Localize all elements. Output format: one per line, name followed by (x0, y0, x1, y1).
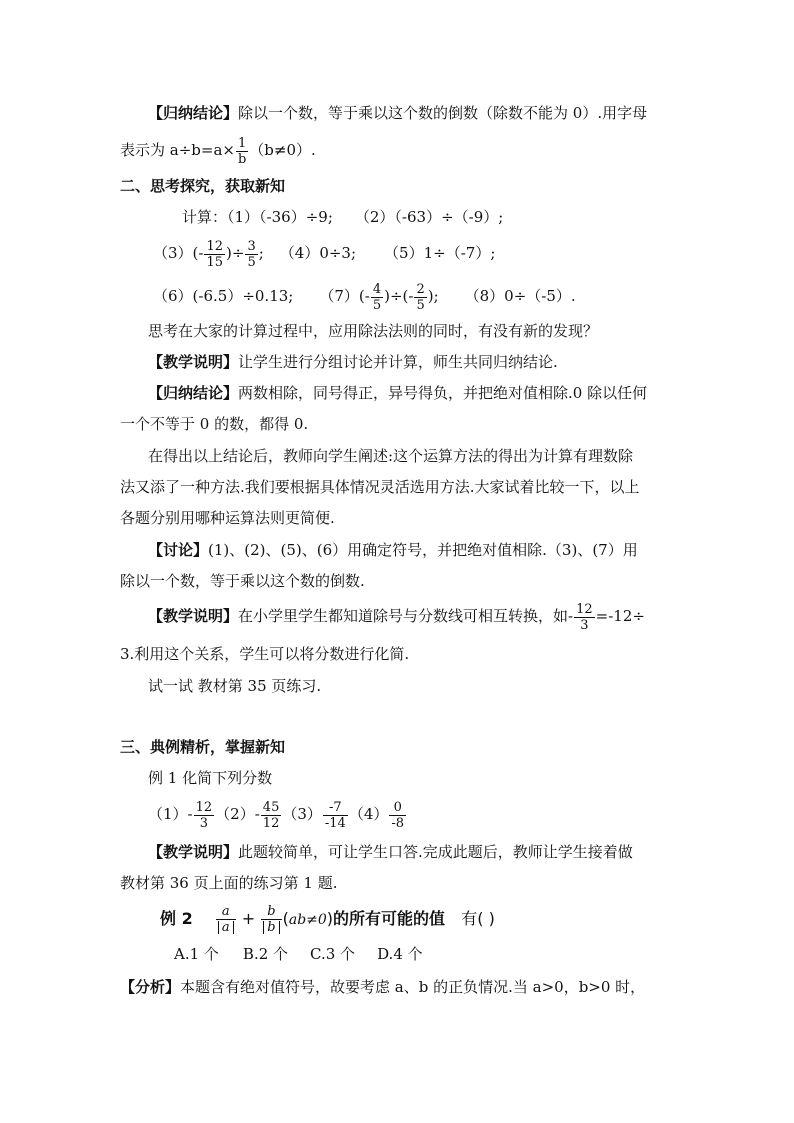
think-question: 思考在大家的计算过程中，应用除法法则的同时，有没有新的发现？ (148, 322, 599, 340)
ex2-plus: + (241, 909, 256, 928)
example-1-fractions (148, 796, 407, 832)
option-c: C.3 个 (310, 945, 356, 963)
conclusion-paragraph-2-line2: 一个不等于 0 的数，都得 0. (120, 415, 309, 433)
option-a: A.1 个 (174, 945, 219, 963)
conclusion-tag: 【归纳结论】 (148, 104, 239, 122)
section-2-heading: 二、思考探究，获取新知 (120, 177, 286, 195)
formula-prefix: 表示为 a÷b=a× (120, 141, 235, 159)
ex1-fraction-d: $\frac{0}{-8}$ (391, 799, 405, 831)
conclusion-paragraph-1 (148, 103, 647, 123)
teaching-note-tag: 【教学说明】 (148, 353, 239, 371)
discussion-paragraph (148, 540, 638, 560)
calc-item-1: （1）（-36）÷9; (227, 208, 333, 226)
ex1-fraction-a: $\frac{12}{3}$ (195, 799, 213, 831)
ex2-condition: ab≠0 (288, 912, 327, 928)
ex1-label-b: （2）- (215, 805, 260, 823)
option-b: B.2 个 (242, 945, 289, 963)
analysis-paragraph (120, 977, 645, 997)
formula-suffix: （b≠0）. (249, 141, 316, 159)
conclusion-formula-line (120, 134, 316, 167)
discussion-line-2: 除以一个数，等于乘以这个数的倒数. (120, 572, 365, 590)
calc-item-2: （2）（-63）÷（-9）; (354, 208, 504, 226)
calc-item-4: （4）0÷3; (279, 244, 357, 262)
calc-item-7: （7）(- $\frac{4}{5}$ )÷(- $\frac{2}{5}$ ); (319, 281, 439, 313)
teaching-note-text: 让学生进行分组讨论并计算，师生共同归纳结论. (238, 353, 558, 371)
conclusion-tag: 【归纳结论】 (148, 384, 239, 402)
fraction-denominator: b (237, 151, 247, 167)
calc-line-1 (182, 207, 503, 227)
try-exercise: 试一试 教材第 35 页练习. (148, 677, 322, 695)
conclusion-text: 除以一个数，等于乘以这个数的倒数（除数不能为 0）.用字母 (238, 104, 648, 122)
ex1-fraction-c: $\frac{-7}{-14}$ (324, 799, 346, 831)
conclusion-paragraph-2 (148, 383, 647, 403)
example-1-title: 例 1 化简下列分数 (148, 769, 273, 787)
ex1-label-a: （1）- (148, 805, 193, 823)
analysis-text: 本题含有绝对值符号，故要考虑 a、b 的正负情况.当 a>0，b>0 时， (180, 978, 646, 996)
section-3-heading: 三、典例精析，掌握新知 (120, 738, 286, 756)
conclusion-text: 两数相除，同号得正，异号得负，并把绝对值相除.0 除以任何 (238, 384, 648, 402)
example-2-options (174, 944, 423, 964)
ex2-text: 的所有可能的值 (333, 909, 446, 928)
teaching-note-1 (148, 352, 558, 372)
example-fraction: $\frac{12}{3}$ (576, 601, 593, 633)
teaching-note-tag: 【教学说明】 (148, 843, 239, 861)
calc-item-8: （8）0÷（-5）. (464, 287, 576, 305)
analysis-tag: 【分析】 (120, 978, 181, 996)
teaching-note-2-line2: 3.利用这个关系，学生可以将分数进行化简. (120, 645, 410, 663)
explanation-line-1: 在得出以上结论后，教师向学生阐述:这个运算方法的得出为计算有理数除 (148, 447, 634, 465)
discussion-text: (1)、(2)、(5)、(6）用确定符号，并把绝对值相除.（3)、(7）用 (208, 541, 638, 559)
teaching-note-text: 在小学里学生都知道除号与分数线可相互转换，如- (238, 607, 574, 625)
calc-line-3 (153, 279, 576, 313)
discussion-tag: 【讨论】 (148, 541, 209, 559)
explanation-line-2: 法又添了一种方法.我们要根据具体情况灵活选用方法.大家试着比较一下，以上 (120, 478, 640, 496)
ex2-answer-blank: 有( ) (461, 909, 495, 928)
teaching-note-2 (148, 599, 645, 633)
teaching-note-tag: 【教学说明】 (148, 607, 239, 625)
calc-item-6: （6）(-6.5）÷0.13; (153, 287, 294, 305)
calc-line-2 (153, 236, 495, 270)
teaching-note-text: 此题较简单，可让学生口答.完成此题后，教师让学生接着做 (238, 843, 633, 861)
example-2-question: 例 2 $\frac{a}{a}$ + $\frac{b}{b}$ (ab≠0)的所有可能的值 有( ) (160, 904, 495, 935)
ex1-fraction-b: $\frac{45}{12}$ (262, 799, 280, 831)
ex2-label: 例 2 (160, 909, 193, 928)
ex1-label-c: （3） (282, 805, 322, 823)
option-d: D.4 个 (377, 945, 423, 963)
teaching-note-3-line2: 教材第 36 页上面的练习第 1 题. (120, 874, 338, 892)
calc-label: 计算： (182, 208, 228, 226)
reciprocal-fraction (236, 136, 248, 167)
ex2-fraction-b: $\frac{b}{b}$ (261, 904, 281, 935)
teaching-note-3 (148, 842, 633, 862)
explanation-line-3: 各题分别用哪种运算法则更简便. (120, 509, 335, 527)
ex1-label-d: （4） (348, 805, 389, 823)
teaching-note-post: =-12÷ (595, 607, 645, 625)
ex2-fraction-a: $\frac{a}{a}$ (216, 904, 236, 935)
fraction-numerator: 1 (237, 135, 247, 151)
calc-item-3: （3）(- $\frac{12}{15}$ )÷ $\frac{3}{5}$ ; (153, 238, 264, 270)
calc-item-5: （5）1÷（-7）; (384, 244, 496, 262)
